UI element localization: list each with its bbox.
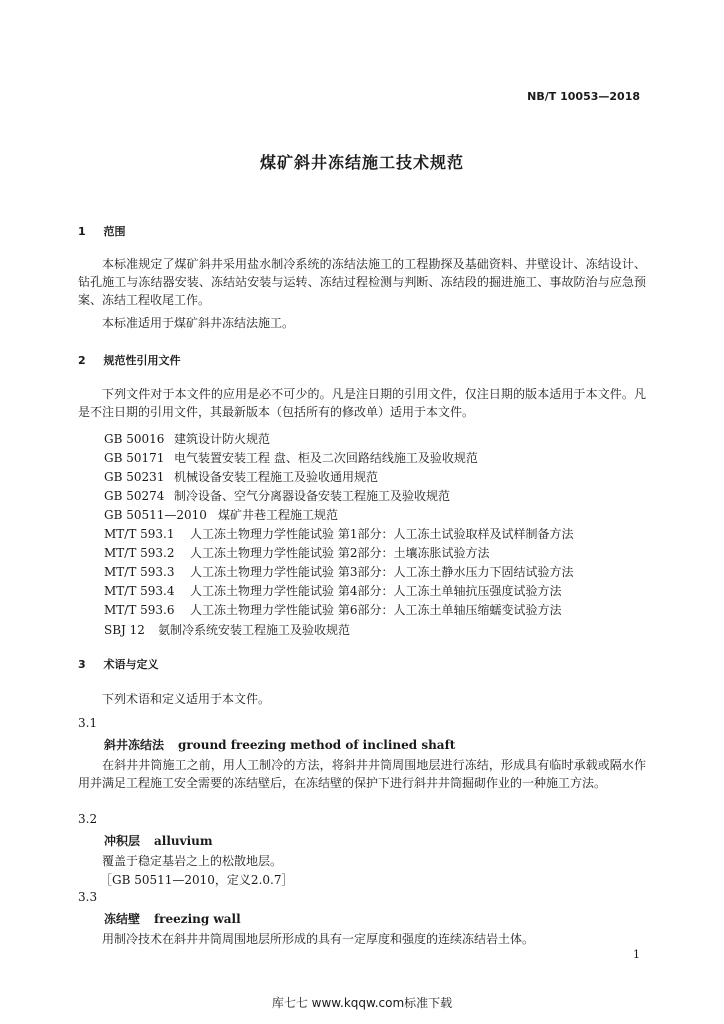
references-intro: 下列文件对于本文件的应用是必不可少的。凡是注日期的引用文件，仅注日期的版本适用于本文件。凡是不注日期的引用文件，其最新版本（包括所有的修改单）适用于本文件。: [78, 387, 646, 419]
footer-watermark: 库七七 www.kqqw.com标准下载: [271, 996, 453, 1010]
term-english: alluvium: [154, 834, 213, 848]
term-number: 3.2: [78, 812, 98, 826]
term-definition: 用制冷技术在斜井井筒周围地层所形成的具有一定厚度和强度的连续冻结岩土体。: [102, 932, 535, 946]
terms-intro: 下列术语和定义适用于本文件。: [102, 692, 271, 706]
reference-code: GB 50511—2010: [104, 508, 207, 522]
reference-title: 人工冻土物理力学性能试验 第1部分：人工冻土试验取样及试样制备方法: [190, 527, 574, 541]
reference-code: GB 50171: [104, 451, 165, 465]
reference-title: 氨制冷系统安装工程施工及验收规范: [158, 623, 351, 637]
reference-title: 制冷设备、空气分离器设备安装工程施工及验收规范: [174, 489, 451, 503]
term-heading: [104, 736, 455, 753]
term-source: ［GB 50511—2010，定义2.0.7］: [100, 873, 294, 887]
section-number: 1: [78, 225, 86, 238]
standard-code: NB/T 10053—2018: [527, 90, 640, 103]
reference-title: 建筑设计防火规范: [174, 432, 271, 446]
reference-item: [104, 487, 450, 504]
reference-code: GB 50016: [104, 432, 165, 446]
term-chinese: 冲积层: [104, 834, 141, 848]
document-title: 煤矿斜井冻结施工技术规范: [259, 153, 464, 172]
section-title: 术语与定义: [103, 658, 159, 671]
reference-code: MT/T 593.3: [104, 565, 175, 579]
reference-title: 机械设备安装工程施工及验收通用规范: [174, 470, 379, 484]
term-chinese: 斜井冻结法: [104, 738, 165, 752]
reference-code: MT/T 593.2: [104, 546, 175, 560]
section-number: 3: [78, 658, 86, 671]
reference-code: MT/T 593.6: [104, 603, 175, 617]
reference-code: MT/T 593.4: [104, 584, 175, 598]
reference-item: [104, 601, 561, 618]
reference-item: [104, 621, 350, 638]
reference-title: 煤矿井巷工程施工规范: [218, 508, 339, 522]
reference-item: [104, 449, 478, 466]
term-number: 3.1: [78, 716, 98, 730]
reference-code: SBJ 12: [104, 623, 145, 637]
term-heading: [104, 910, 241, 927]
scope-applicability: 本标准适用于煤矿斜井冻结法施工。: [102, 316, 295, 330]
reference-item: [104, 525, 573, 542]
reference-item: [104, 468, 378, 485]
term-definition: 在斜井井筒施工之前，用人工制冷的方法，将斜井井筒周围地层进行冻结，形成具有临时承载或隔水作用并满足工程施工安全需要的冻结壁后，在冻结壁的保护下进行斜井井筒掘砌作业的一种施工方法。: [78, 758, 646, 790]
term-english: freezing wall: [154, 912, 241, 926]
reference-code: MT/T 593.1: [104, 527, 175, 541]
section-title: 范围: [103, 225, 126, 238]
term-heading: [104, 832, 213, 849]
section-3-heading: [78, 656, 159, 672]
reference-title: 人工冻土物理力学性能试验 第6部分：人工冻土单轴压缩蠕变试验方法: [190, 603, 562, 617]
section-1-heading: [78, 223, 126, 239]
reference-code: GB 50231: [104, 470, 165, 484]
section-2-heading: [78, 352, 181, 368]
page-number: 1: [633, 948, 640, 961]
reference-code: GB 50274: [104, 489, 165, 503]
section-title: 规范性引用文件: [103, 354, 181, 367]
reference-item: [104, 582, 561, 599]
reference-item: [104, 544, 489, 561]
term-english: ground freezing method of inclined shaft: [178, 738, 456, 752]
reference-title: 电气装置安装工程 盘、柜及二次回路结线施工及验收规范: [174, 451, 478, 465]
reference-item: [104, 506, 338, 523]
term-chinese: 冻结壁: [104, 912, 141, 926]
scope-paragraph: 本标准规定了煤矿斜井采用盐水制冷系统的冻结法施工的工程勘探及基础资料、井壁设计、冻结设计、钻孔施工与冻结器安装、冻结站安装与运转、冻结过程检测与判断、冻结段的掘进施工、事故防治与应急预案、冻结工程收尾工作。: [78, 257, 646, 307]
section-number: 2: [78, 354, 86, 367]
term-number: 3.3: [78, 890, 98, 904]
reference-title: 人工冻土物理力学性能试验 第4部分：人工冻土单轴抗压强度试验方法: [190, 584, 562, 598]
reference-item: [104, 430, 270, 447]
reference-item: [104, 563, 573, 580]
reference-title: 人工冻土物理力学性能试验 第3部分：人工冻土静水压力下固结试验方法: [190, 565, 574, 579]
term-definition: 覆盖于稳定基岩之上的松散地层。: [102, 854, 283, 868]
reference-title: 人工冻土物理力学性能试验 第2部分：土壤冻胀试验方法: [190, 546, 490, 560]
